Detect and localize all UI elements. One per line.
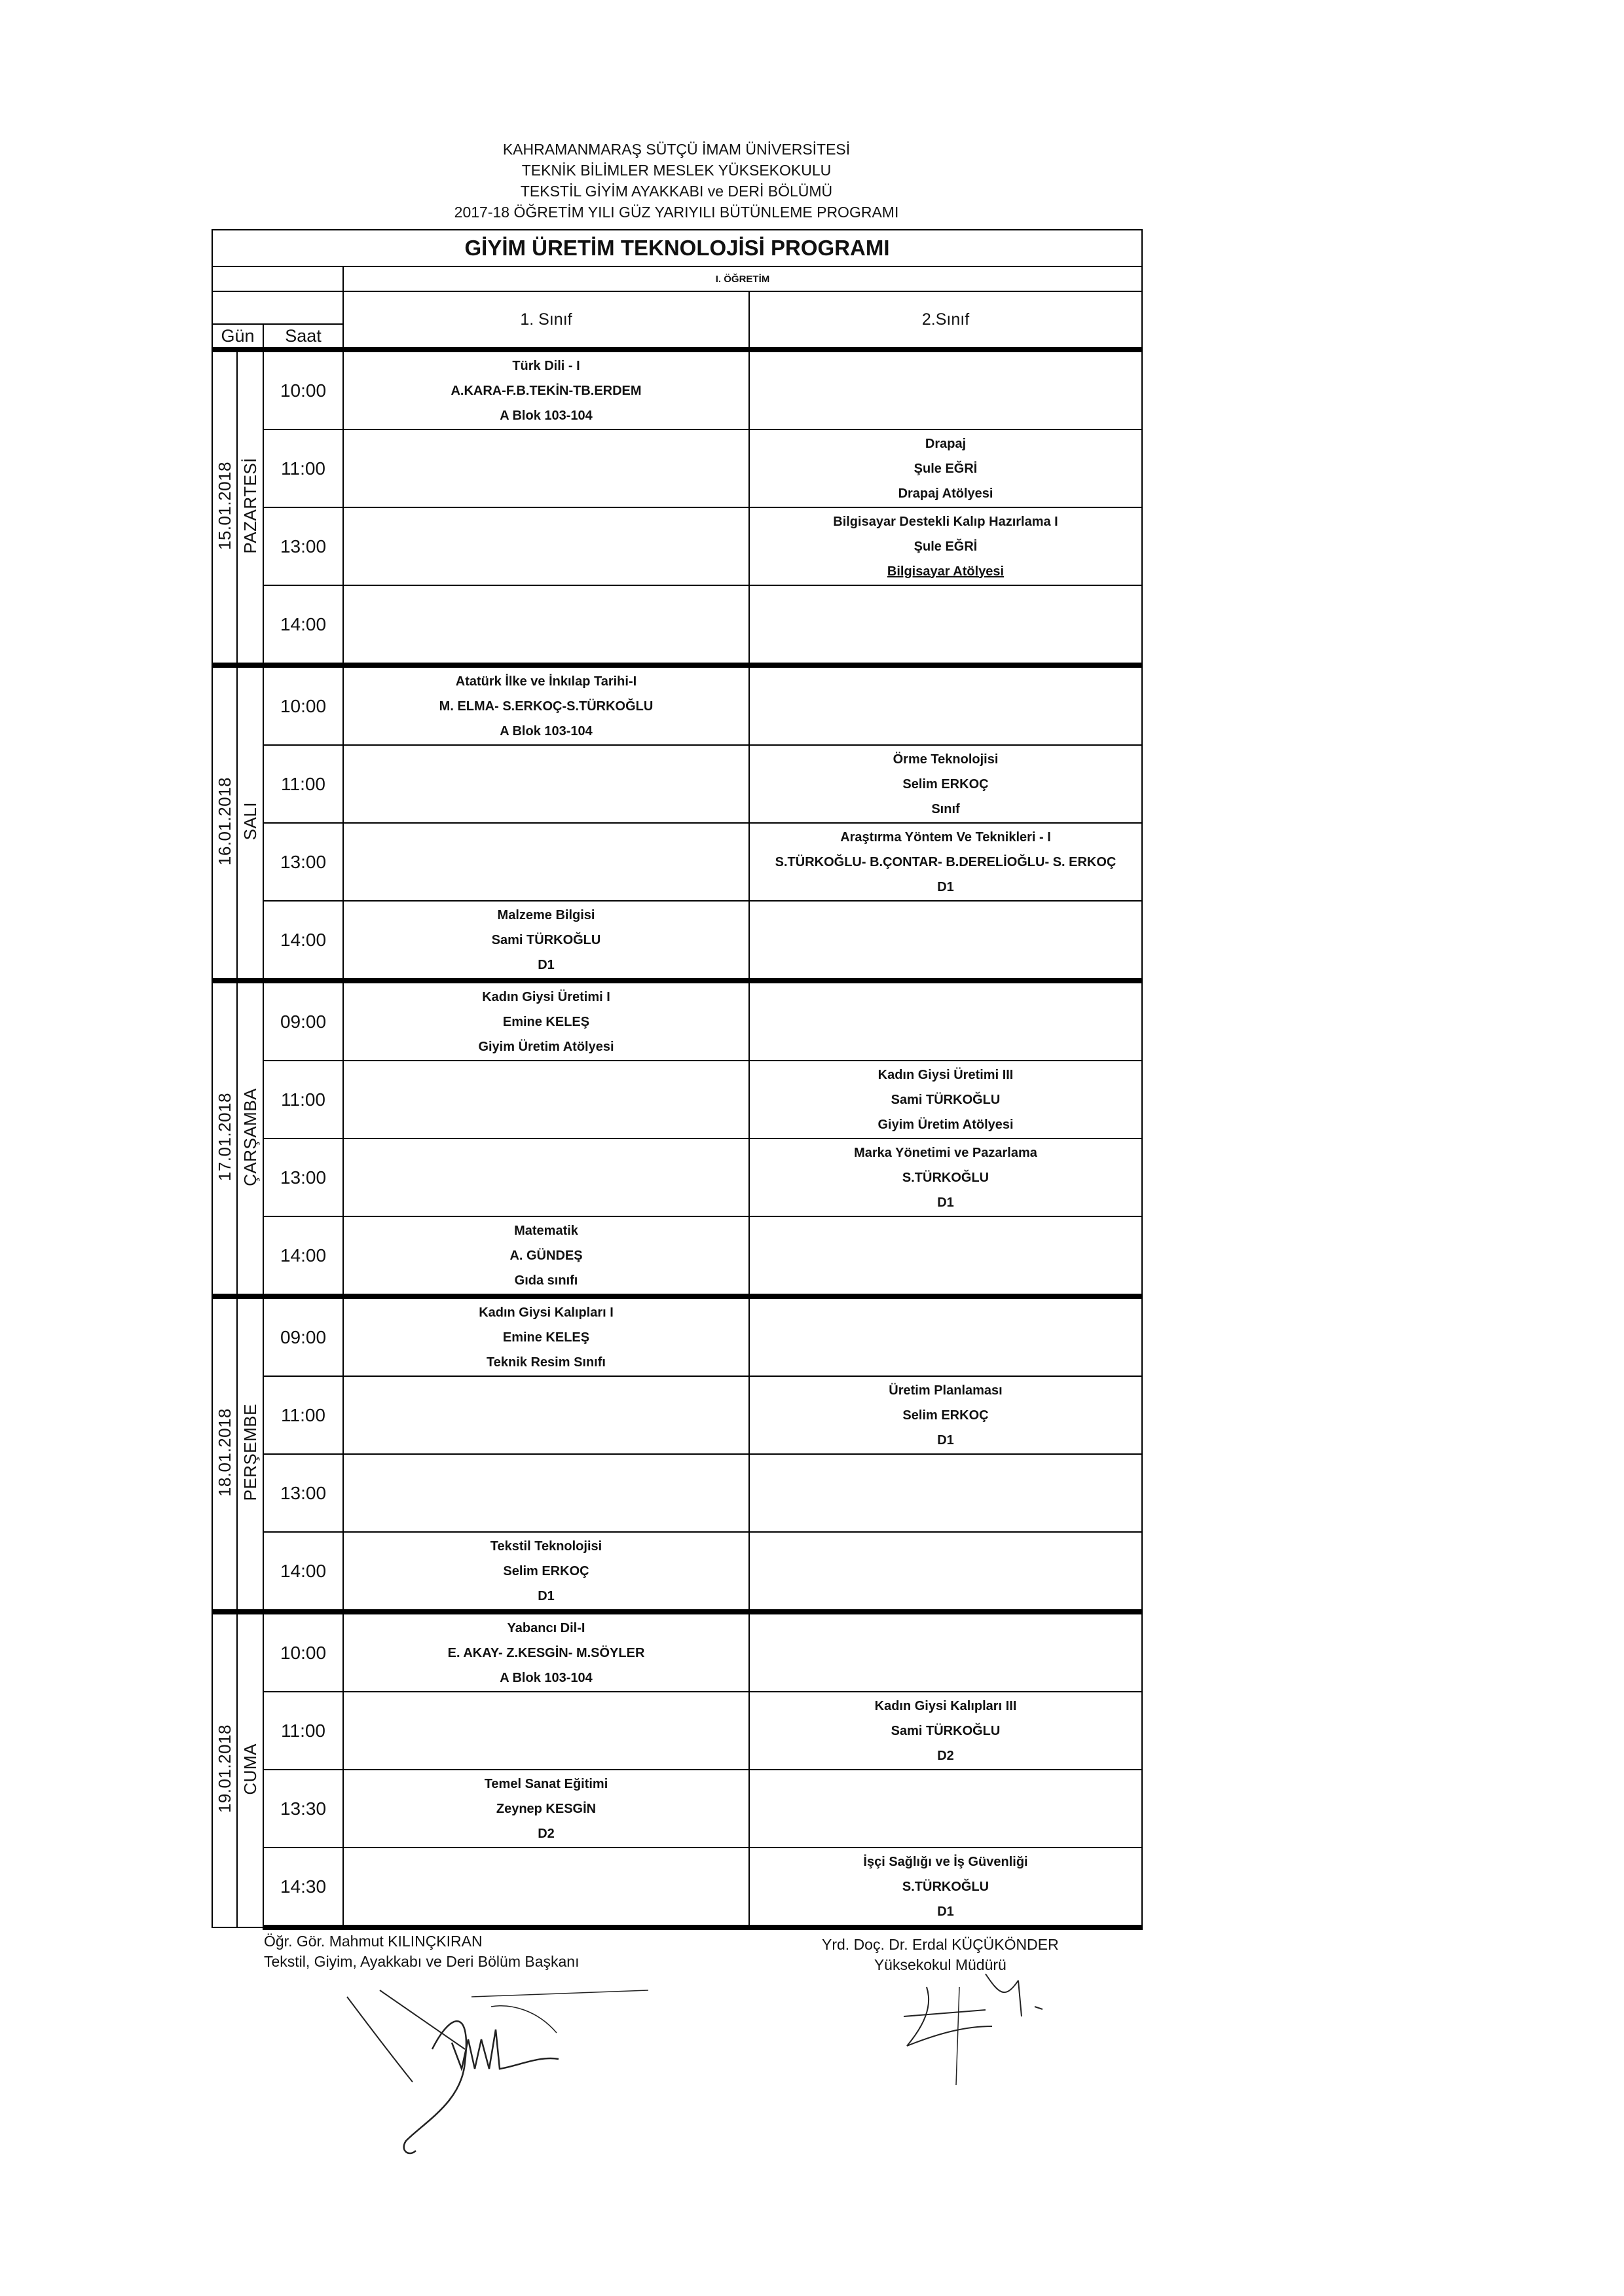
exam-room: D1 bbox=[937, 879, 954, 894]
schedule-row bbox=[212, 823, 1142, 901]
exam-entry bbox=[344, 1616, 748, 1690]
exam-course-name: Temel Sanat Eğitimi bbox=[484, 1776, 608, 1791]
exam-course-name: Üretim Planlaması bbox=[889, 1383, 1003, 1398]
exam-entry bbox=[344, 669, 748, 744]
class-2-exam-cell bbox=[749, 1139, 1142, 1216]
exam-course-name: İşçi Sağlığı ve İş Güvenliği bbox=[863, 1854, 1028, 1869]
day-name: PAZARTESİ bbox=[240, 458, 260, 554]
day-date: 19.01.2018 bbox=[214, 1724, 234, 1813]
exam-course-name: Örme Teknolojisi bbox=[893, 752, 999, 767]
class-1-exam-cell bbox=[343, 745, 749, 823]
schedule-row bbox=[212, 981, 1142, 1061]
class-1-exam-cell bbox=[343, 585, 749, 665]
day-date-cell bbox=[212, 665, 237, 981]
class-2-exam-cell bbox=[749, 1848, 1142, 1927]
exam-entry bbox=[344, 1534, 748, 1609]
class-2-exam-cell bbox=[749, 901, 1142, 981]
exam-course-name: Matematik bbox=[514, 1223, 578, 1238]
exam-instructor: Emine KELEŞ bbox=[502, 1014, 590, 1029]
class-1-exam-cell bbox=[343, 1061, 749, 1139]
day-date: 17.01.2018 bbox=[214, 1092, 234, 1182]
footer-left bbox=[264, 1931, 579, 1972]
exam-instructor: Selim ERKOÇ bbox=[902, 776, 989, 792]
schedule-row bbox=[212, 1296, 1142, 1376]
class-1-exam-cell bbox=[343, 350, 749, 429]
class-1-exam-cell bbox=[343, 1296, 749, 1376]
class-2-exam-cell bbox=[749, 1770, 1142, 1848]
slot-time: 09:00 bbox=[263, 981, 343, 1061]
day-date-cell bbox=[212, 1296, 237, 1612]
schedule-title: 2017-18 ÖĞRETİM YILI GÜZ YARIYILI BÜTÜNLEME PROGRAMI bbox=[454, 204, 899, 221]
exam-entry bbox=[750, 1694, 1141, 1768]
exam-room: D2 bbox=[538, 1826, 555, 1841]
exam-room: Giyim Üretim Atölyesi bbox=[478, 1039, 614, 1054]
exam-instructor: Sami TÜRKOĞLU bbox=[891, 1092, 1001, 1107]
slot-time: 14:00 bbox=[263, 1216, 343, 1296]
class-2-exam-cell bbox=[749, 981, 1142, 1061]
day-name-cell bbox=[237, 665, 263, 981]
exam-entry bbox=[750, 1063, 1141, 1137]
schedule-row bbox=[212, 901, 1142, 981]
exam-entry bbox=[750, 825, 1141, 900]
day-name-cell bbox=[237, 1296, 263, 1612]
exam-instructor: Sami TÜRKOĞLU bbox=[891, 1723, 1001, 1738]
exam-entry bbox=[344, 1300, 748, 1375]
signature-left bbox=[341, 1971, 668, 2167]
slot-time: 11:00 bbox=[263, 1376, 343, 1454]
school-name: TEKNİK BİLİMLER MESLEK YÜKSEKOKULU bbox=[521, 162, 832, 179]
exam-room: A Blok 103-104 bbox=[500, 1670, 593, 1685]
exam-room: D1 bbox=[538, 1588, 555, 1603]
director-title: Yüksekokul Müdürü bbox=[874, 1956, 1006, 1973]
exam-entry bbox=[344, 903, 748, 977]
slot-time: 11:00 bbox=[263, 429, 343, 507]
class-1-exam-cell bbox=[343, 1770, 749, 1848]
exam-course-name: Malzeme Bilgisi bbox=[497, 907, 595, 922]
class-1-exam-cell bbox=[343, 1376, 749, 1454]
department-head-title: Tekstil, Giyim, Ayakkabı ve Deri Bölüm Başkanı bbox=[264, 1953, 580, 1970]
schedule-row bbox=[212, 1612, 1142, 1692]
schedule-row bbox=[212, 1770, 1142, 1848]
slot-time: 13:00 bbox=[263, 507, 343, 585]
class-2-exam-cell bbox=[749, 665, 1142, 745]
exam-instructor: S.TÜRKOĞLU bbox=[902, 1170, 989, 1185]
exam-entry bbox=[750, 1140, 1141, 1215]
exam-room: A Blok 103-104 bbox=[500, 408, 593, 423]
exam-course-name: Araştırma Yöntem Ve Teknikleri - I bbox=[840, 829, 1051, 845]
slot-time: 14:00 bbox=[263, 585, 343, 665]
schedule-row bbox=[212, 1061, 1142, 1139]
day-date-cell bbox=[212, 1612, 237, 1927]
class-2-exam-cell bbox=[749, 1612, 1142, 1692]
class-2-exam-cell bbox=[749, 350, 1142, 429]
document-header bbox=[212, 139, 1141, 223]
day-date: 18.01.2018 bbox=[214, 1408, 234, 1497]
exam-course-name: Kadın Giysi Üretimi III bbox=[877, 1067, 1014, 1082]
day-date: 15.01.2018 bbox=[214, 461, 234, 551]
schedule-row bbox=[212, 1139, 1142, 1216]
exam-instructor: Zeynep KESGİN bbox=[496, 1801, 597, 1816]
schedule-row bbox=[212, 350, 1142, 429]
exam-room: D1 bbox=[937, 1432, 954, 1448]
exam-room: D1 bbox=[937, 1195, 954, 1210]
class-1-exam-cell bbox=[343, 1139, 749, 1216]
slot-time: 14:00 bbox=[263, 901, 343, 981]
class-2-exam-cell bbox=[749, 1061, 1142, 1139]
slot-time: 14:00 bbox=[263, 1532, 343, 1612]
exam-schedule-table bbox=[212, 229, 1143, 1930]
day-date: 16.01.2018 bbox=[214, 776, 234, 866]
class-1-exam-cell bbox=[343, 1216, 749, 1296]
program-title: GİYİM ÜRETİM TEKNOLOJİSİ PROGRAMI bbox=[212, 230, 1142, 266]
signature-right bbox=[887, 1954, 1103, 2085]
exam-instructor: Şule EĞRİ bbox=[913, 539, 978, 554]
exam-course-name: Atatürk İlke ve İnkılap Tarihi-I bbox=[455, 674, 637, 689]
exam-course-name: Kadın Giysi Kalıpları I bbox=[479, 1305, 614, 1320]
class-1-exam-cell bbox=[343, 1848, 749, 1927]
exam-room: Gıda sınıfı bbox=[514, 1273, 578, 1288]
schedule-row bbox=[212, 1216, 1142, 1296]
exam-entry bbox=[344, 1218, 748, 1293]
exam-room: Sınıf bbox=[931, 801, 960, 816]
class-2-exam-cell bbox=[749, 1692, 1142, 1770]
exam-room: D2 bbox=[937, 1748, 954, 1763]
day-name: SALI bbox=[240, 802, 260, 841]
slot-time: 10:00 bbox=[263, 665, 343, 745]
exam-room: A Blok 103-104 bbox=[500, 723, 593, 738]
slot-time: 13:30 bbox=[263, 1770, 343, 1848]
class-2-exam-cell bbox=[749, 429, 1142, 507]
exam-room: Bilgisayar Atölyesi bbox=[887, 564, 1005, 579]
class-2-exam-cell bbox=[749, 1532, 1142, 1612]
gun-header: Gün bbox=[212, 324, 263, 350]
exam-room: Teknik Resim Sınıfı bbox=[487, 1355, 606, 1370]
class-1-exam-cell bbox=[343, 1612, 749, 1692]
class-1-exam-cell bbox=[343, 981, 749, 1061]
exam-instructor: A. GÜNDEŞ bbox=[509, 1248, 583, 1263]
exam-entry bbox=[344, 1772, 748, 1846]
exam-instructor: S.TÜRKOĞLU- B.ÇONTAR- B.DERELİOĞLU- S. ERKOÇ bbox=[775, 854, 1116, 869]
day-name-cell bbox=[237, 1612, 263, 1927]
exam-entry bbox=[750, 747, 1141, 822]
day-name: ÇARŞAMBA bbox=[240, 1087, 260, 1186]
schedule-row bbox=[212, 1848, 1142, 1927]
slot-time: 11:00 bbox=[263, 1692, 343, 1770]
exam-room: D1 bbox=[937, 1904, 954, 1919]
class-2-exam-cell bbox=[749, 1216, 1142, 1296]
header-blank bbox=[212, 266, 343, 291]
exam-course-name: Bilgisayar Destekli Kalıp Hazırlama I bbox=[833, 514, 1058, 529]
class-1-exam-cell bbox=[343, 665, 749, 745]
class-1-exam-cell bbox=[343, 429, 749, 507]
exam-course-name: Tekstil Teknolojisi bbox=[490, 1539, 602, 1554]
schedule-row bbox=[212, 745, 1142, 823]
slot-time: 10:00 bbox=[263, 350, 343, 429]
schedule-row bbox=[212, 665, 1142, 745]
exam-instructor: S.TÜRKOĞLU bbox=[902, 1879, 989, 1894]
exam-entry bbox=[344, 985, 748, 1059]
exam-course-name: Türk Dili - I bbox=[512, 358, 580, 373]
exam-room: Giyim Üretim Atölyesi bbox=[877, 1117, 1014, 1132]
day-name-cell bbox=[237, 350, 263, 665]
schedule-row bbox=[212, 1692, 1142, 1770]
university-name: KAHRAMANMARAŞ SÜTÇÜ İMAM ÜNİVERSİTESİ bbox=[502, 141, 851, 158]
day-name: CUMA bbox=[240, 1743, 260, 1795]
day-date-cell bbox=[212, 350, 237, 665]
slot-time: 09:00 bbox=[263, 1296, 343, 1376]
class-2-exam-cell bbox=[749, 745, 1142, 823]
exam-entry bbox=[750, 1850, 1141, 1924]
exam-course-name: Marka Yönetimi ve Pazarlama bbox=[854, 1145, 1037, 1160]
exam-entry bbox=[750, 431, 1141, 506]
ogretim-label: I. ÖĞRETİM bbox=[343, 266, 1142, 291]
exam-entry bbox=[750, 1378, 1141, 1453]
class-1-exam-cell bbox=[343, 823, 749, 901]
department-head-name: Öğr. Gör. Mahmut KILINÇKIRAN bbox=[264, 1933, 483, 1950]
class-2-exam-cell bbox=[749, 1454, 1142, 1532]
class-2-exam-cell bbox=[749, 823, 1142, 901]
class-2-header: 2.Sınıf bbox=[749, 291, 1142, 350]
exam-course-name: Yabancı Dil-I bbox=[507, 1620, 585, 1635]
director-name: Yrd. Doç. Dr. Erdal KÜÇÜKÖNDER bbox=[822, 1936, 1059, 1953]
schedule-row bbox=[212, 1454, 1142, 1532]
class-1-exam-cell bbox=[343, 1454, 749, 1532]
class-1-header: 1. Sınıf bbox=[343, 291, 749, 350]
exam-instructor: Şule EĞRİ bbox=[913, 461, 978, 476]
class-2-exam-cell bbox=[749, 1376, 1142, 1454]
class-1-exam-cell bbox=[343, 1692, 749, 1770]
department-name: TEKSTİL GİYİM AYAKKABI ve DERİ BÖLÜMÜ bbox=[520, 183, 833, 200]
exam-instructor: Selim ERKOÇ bbox=[503, 1563, 589, 1578]
exam-instructor: Emine KELEŞ bbox=[502, 1330, 590, 1345]
schedule-row bbox=[212, 1376, 1142, 1454]
day-name: PERŞEMBE bbox=[240, 1404, 260, 1501]
exam-course-name: Kadın Giysi Kalıpları III bbox=[874, 1698, 1017, 1713]
slot-time: 14:30 bbox=[263, 1848, 343, 1927]
slot-time: 11:00 bbox=[263, 1061, 343, 1139]
exam-course-name: Drapaj bbox=[925, 436, 967, 451]
day-name-cell bbox=[237, 981, 263, 1296]
exam-room: Drapaj Atölyesi bbox=[898, 486, 993, 501]
saat-header: Saat bbox=[263, 324, 343, 350]
slot-time: 11:00 bbox=[263, 745, 343, 823]
schedule-row bbox=[212, 585, 1142, 665]
exam-instructor: E. AKAY- Z.KESGİN- M.SÖYLER bbox=[447, 1645, 645, 1660]
class-2-exam-cell bbox=[749, 507, 1142, 585]
class-2-exam-cell bbox=[749, 585, 1142, 665]
class-1-exam-cell bbox=[343, 507, 749, 585]
class-2-exam-cell bbox=[749, 1296, 1142, 1376]
exam-instructor: M. ELMA- S.ERKOÇ-S.TÜRKOĞLU bbox=[439, 699, 654, 714]
schedule-row bbox=[212, 507, 1142, 585]
header-blank bbox=[212, 291, 343, 324]
slot-time: 13:00 bbox=[263, 1454, 343, 1532]
schedule-row bbox=[212, 429, 1142, 507]
slot-time: 13:00 bbox=[263, 1139, 343, 1216]
class-1-exam-cell bbox=[343, 901, 749, 981]
day-date-cell bbox=[212, 981, 237, 1296]
class-1-exam-cell bbox=[343, 1532, 749, 1612]
slot-time: 13:00 bbox=[263, 823, 343, 901]
exam-instructor: Sami TÜRKOĞLU bbox=[491, 932, 601, 947]
exam-entry bbox=[750, 509, 1141, 584]
slot-time: 10:00 bbox=[263, 1612, 343, 1692]
exam-instructor: Selim ERKOÇ bbox=[902, 1408, 989, 1423]
exam-instructor: A.KARA-F.B.TEKİN-TB.ERDEM bbox=[451, 383, 642, 398]
exam-entry bbox=[344, 354, 748, 428]
schedule-row bbox=[212, 1532, 1142, 1612]
exam-course-name: Kadın Giysi Üretimi I bbox=[482, 989, 610, 1004]
exam-room: D1 bbox=[538, 957, 555, 972]
